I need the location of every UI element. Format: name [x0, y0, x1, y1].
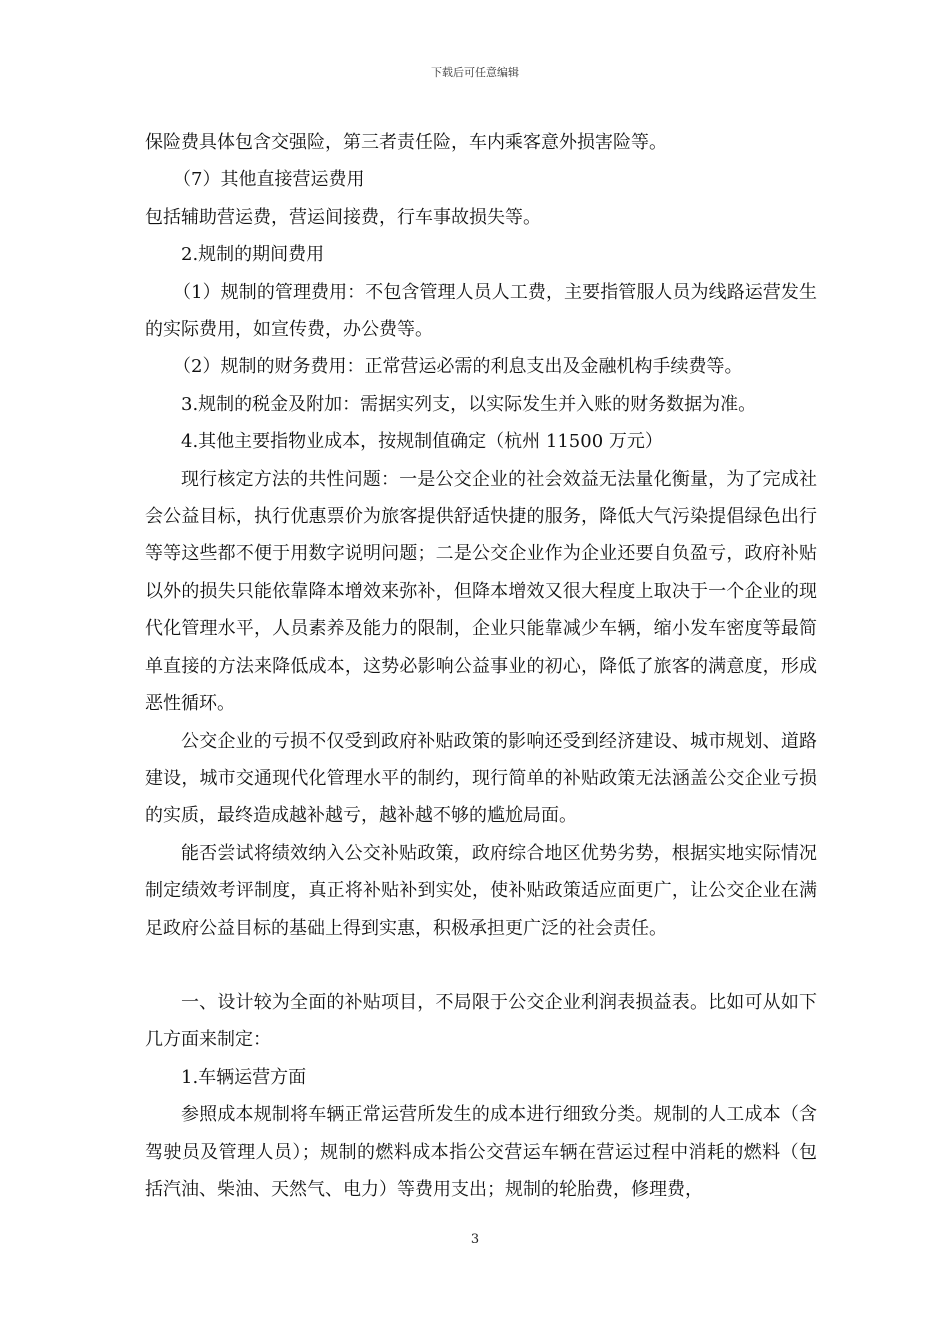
paragraph: 包括辅助营运费，营运间接费，行车事故损失等。 — [145, 206, 541, 228]
paragraph: 公交企业的亏损不仅受到政府补贴政策的影响还受到经济建设、城市规划、道路建设，城市交通现代化管理水平的制约，现行简单的补贴政策无法涵盖公交企业亏损的实质，最终造成越补越亏，越补越不够的尴尬局面。 — [145, 730, 817, 827]
page-header: 下载后可任意编辑 — [431, 66, 519, 79]
paragraph: 能否尝试将绩效纳入公交补贴政策，政府综合地区优势劣势，根据实地实际情况制定绩效考评制度，真正将补贴补到实处，使补贴政策适应面更广，让公交企业在满足政府公益目标的基础上得到实惠，积极承担更广泛的社会责任。 — [145, 842, 817, 939]
paragraph: 现行核定方法的共性问题：一是公交企业的社会效益无法量化衡量，为了完成社会公益目标，执行优惠票价为旅客提供舒适快捷的服务，降低大气污染提倡绿色出行等等这些都不便于用数字说明问题；二是公交企业作为企业还要自负盈亏，政府补贴以外的损失只能依靠降本增效来弥补，但降本增效又很大程度上取决于一个企业的现代化管理水平，人员素养及能力的限制，企业只能靠减少车辆，缩小发车密度等最简单直接的方法来降低成本，这势必影响公益事业的初心，降低了旅客的满意度，形成恶性循环。 — [145, 468, 817, 715]
paragraph: 一、设计较为全面的补贴项目，不局限于公交企业利润表损益表。比如可从如下几方面来制定： — [145, 991, 817, 1051]
paragraph: 2.规制的期间费用 — [181, 244, 325, 266]
paragraph: 3.规制的税金及附加：需据实列支，以实际发生并入账的财务数据为准。 — [181, 393, 757, 415]
body-text — [145, 124, 817, 1208]
page-number: 3 — [470, 1232, 480, 1247]
paragraph: 4.其他主要指物业成本，按规制值确定（杭州 11500 万元） — [181, 431, 663, 453]
paragraph: （2）规制的财务费用：正常营运必需的利息支出及金融机构手续费等。 — [173, 356, 743, 378]
paragraph: 1.车辆运营方面 — [181, 1066, 307, 1088]
paragraph: 保险费具体包含交强险，第三者责任险，车内乘客意外损害险等。 — [145, 132, 667, 153]
paragraph: 参照成本规制将车辆正常运营所发生的成本进行细致分类。规制的人工成本（含驾驶员及管理人员）；规制的燃料成本指公交营运车辆在营运过程中消耗的燃料（包括汽油、柴油、天然气、电力）等费用支出；规制的轮胎费，修理费， — [145, 1104, 817, 1200]
paragraph: （7）其他直接营运费用 — [173, 169, 365, 191]
paragraph: （1）规制的管理费用：不包含管理人员人工费，主要指管服人员为线路运营发生的实际费用，如宣传费，办公费等。 — [145, 281, 817, 341]
